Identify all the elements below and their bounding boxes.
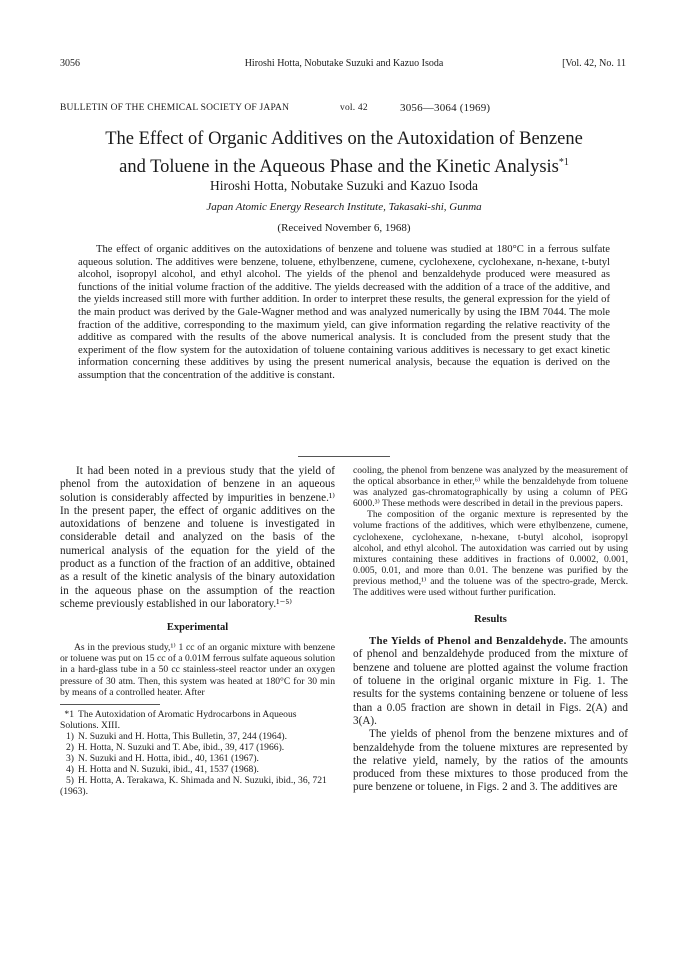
yields-text: The amounts of phenol and benzaldehyde produced from the mixture of benzene and toluene are plotted against the volume fraction of toluene in the original organic mixture in Fig. 1. The results for the systems containing benzene or toluene of less than a 0.05 fraction are shown in detail in Figs. 2(A) and 3(A).: [353, 635, 628, 727]
affiliation: Japan Atomic Energy Research Institute, Takasaki-shi, Gunma: [206, 201, 482, 213]
footnote-text: N. Suzuki and H. Hotta, This Bulletin, 37, 244 (1964).: [78, 730, 288, 742]
footnote: [60, 742, 335, 753]
footnote-text: The Autoxidation of Aromatic Hydrocarbons in Aqueous Solutions. XIII.: [60, 708, 297, 731]
volume-info: [Vol. 42, No. 11: [562, 58, 626, 69]
methods-paragraph: cooling, the phenol from benzene was analyzed by the measurement of the optical absorbance in ether,⁶⁾ while the benzaldehyde from toluene was analyzed gas-chromatographically by using a column of PEG 6000.³⁾ These methods were described in detail in the previous papers.: [353, 465, 628, 510]
footnote-mark: 2): [66, 742, 74, 754]
abstract-text: The effect of organic additives on the autoxidations of benzene and toluene was studied at 180°C in a ferrous sulfate aqueous solution. The additives were benzene, toluene, ethylbenzene, cumene, cyclohexene, cyclohexane, n-hexane, t-butyl alcohol, isopropyl alcohol, and ethyl alcohol. The yields of the phenol and benzaldehyde produced were measured as functions of the initial volume fraction of the additive. The yields decreased with the addition of a trace of the additive, and the yields increased still more with further addition. In order to interpret these results, the general expression for the yield of the main product was derived by the Gale-Wagner method and was analyzed numerically by using the IBM 7044. The mole fraction of the additive, corresponding to the maximum yield, can give information regarding the relative reactivity of the additive as compared with the results of the above numerical analysis. It is concluded from the present study that the experiment of the flow system for the autoxidation of toluene containing various additives is necessary to get exact kinetic information concerning these additives by using the present numerical analysis, because the equation is derived on the assumption that the concentration of the additive is constant.: [78, 244, 610, 381]
footnote-text: H. Hotta, A. Terakawa, K. Shimada and N. Suzuki, ibid., 36, 721 (1963).: [60, 775, 327, 798]
footnote-mark: 1): [66, 730, 74, 742]
footnote: [60, 775, 335, 797]
running-title: Hiroshi Hotta, Nobutake Suzuki and Kazuo Isoda: [244, 58, 444, 69]
footnotes: [60, 709, 335, 798]
composition-paragraph: The composition of the organic mexture is represented by the volume fractions of the additives, which were ethylbenzene, cumene, cyclohexene, cyclohexane, n-hexane, t-butyl alcohol, isopropyl alcohol, and ethyl alcohol. The autoxidation was carried out by using mixtures containing these additives in fractions of 0.0002, 0.001, 0.005, 0.01, and more than 0.01. The benzene was purified by the previous method,¹⁾ and the toluene was of the spectro-grade, Merck. The additives were used without further purification.: [353, 509, 628, 599]
title-line-1: The Effect of Organic Additives on the Autoxidation of Benzene: [105, 129, 583, 149]
footnote-text: H. Hotta, N. Suzuki and T. Abe, ibid., 39, 417 (1966).: [78, 742, 285, 754]
yields-subheading: The Yields of Phenol and Benzaldehyde.: [369, 635, 567, 648]
footnote: [60, 753, 335, 764]
footnote-mark: 3): [66, 753, 74, 765]
page-number: 3056: [60, 58, 80, 69]
left-column: [60, 465, 335, 797]
title-footnote-mark: *1: [558, 157, 569, 168]
introduction-paragraph: It had been noted in a previous study that the yield of phenol from the autoxidation of benzene in an aqueous solution is considerably affected by impurities in benzene.¹⁾ In the present paper, the effect of organic additives on the autoxidations of benzene and toluene is investigated in considerable detail and analyzed on the basis of the numerical analysis of the equation for the yield of the product as a function of the fraction of an additive, obtained as a result of the kinetic analysis of the binary autoxidation in the aqueous phase on the assumption of the reaction scheme previously established in our laboratory.¹⁻⁵⁾: [60, 465, 335, 610]
journal-line: [60, 103, 620, 113]
received-date: (Received November 6, 1968): [277, 222, 411, 234]
journal-pages: 3056—3064 (1969): [400, 102, 491, 114]
footnote-mark: *1: [64, 708, 74, 720]
experimental-paragraph: As in the previous study,¹⁾ 1 cc of an organic mixture with benzene or toluene was put on 15 cc of a 0.01M ferrous sulfate aqueous solution in a hard-glass tube in a 50 cc stainless-steel reactor under an oxygen pressure of 30 atm. Then, this system was heated at 180°C for 30 min by means of a controlled heater. After: [60, 642, 335, 698]
relative-yield-paragraph: The yields of phenol from the benzene mixtures and of benzaldehyde from the toluene mixtures are represented by the relative yield, namely, by the ratios of the amounts produced from these mixtures to those produced from the pure benzene or toluene, in Figs. 2 and 3. The additives are: [353, 728, 628, 794]
footnote-text: N. Suzuki and H. Hotta, ibid., 40, 1361 (1967).: [78, 753, 259, 765]
footnote-text: H. Hotta and N. Suzuki, ibid., 41, 1537 (1968).: [78, 764, 259, 776]
footnote-mark: 4): [66, 764, 74, 776]
footnote-mark: 5): [66, 775, 74, 787]
results-heading: Results: [474, 614, 507, 626]
author-list: Hiroshi Hotta, Nobutake Suzuki and Kazuo Isoda: [209, 178, 479, 193]
section-divider: [298, 456, 390, 457]
article-title: [40, 128, 648, 179]
abstract: [78, 244, 610, 383]
footnote: [60, 731, 335, 742]
footnote: [60, 764, 335, 775]
yields-paragraph: [353, 635, 628, 728]
title-line-2: and Toluene in the Aqueous Phase and the Kinetic Analysis: [119, 157, 559, 178]
footnote: [60, 709, 335, 731]
journal-volume: vol. 42: [340, 103, 368, 113]
footnote-divider: [60, 704, 160, 705]
right-column: [353, 465, 628, 795]
experimental-heading: Experimental: [166, 622, 229, 634]
journal-name: BULLETIN OF THE CHEMICAL SOCIETY OF JAPAN: [60, 103, 290, 113]
